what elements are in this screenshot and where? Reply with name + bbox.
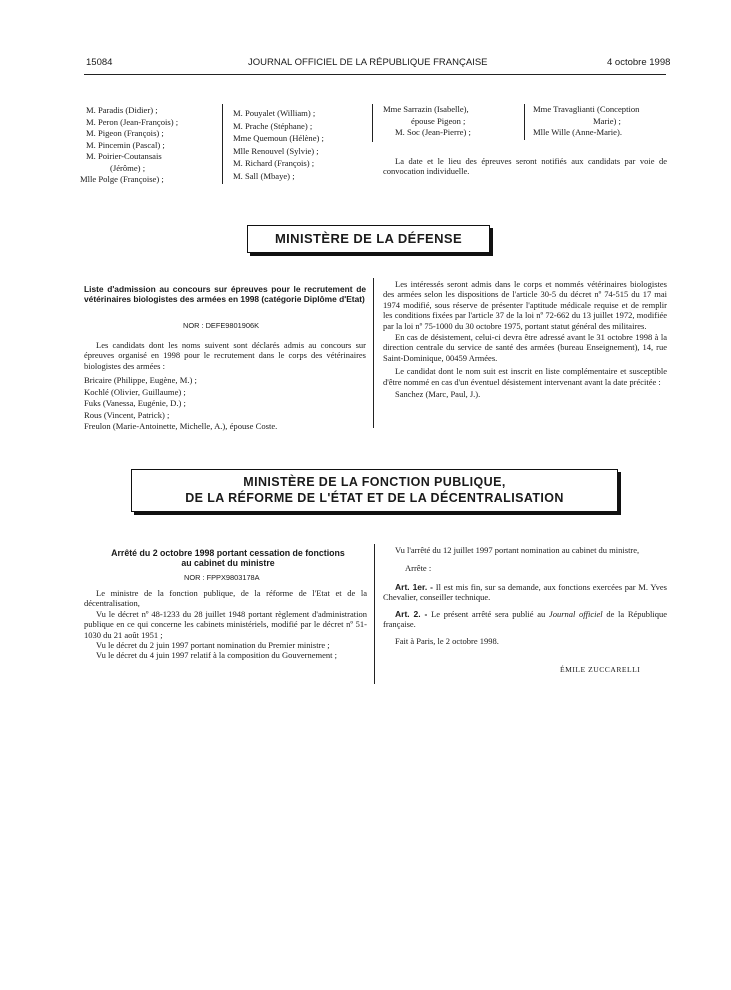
column-rule [374,544,375,684]
list-item: M. Paradis (Didier) ; [86,105,158,115]
list-item: M. Pincemin (Pascal) ; [86,139,165,150]
name-list-col3 [383,104,471,139]
done-at: Fait à Paris, le 2 octobre 1998. [395,636,499,647]
decree-title-defense: Liste d'admission au concours sur épreuves pour le recrutement de vétérinaires biologistes des armées en 1998 (catégorie Diplôme d'Etat) [84,284,366,304]
ministry-heading-line2: DE LA RÉFORME DE L'ÉTAT ET DE LA DÉCENTRALISATION [185,491,564,505]
list-item: Bricaire (Philippe, Eugène, M.) ; [84,375,197,385]
article-2-text-b: de la République française. [383,608,668,630]
list-item: M. Sall (Mbaye) ; [233,170,295,181]
journal-title: JOURNAL OFFICIEL DE LA RÉPUBLIQUE FRANÇAISE [248,57,488,68]
column-rule [372,104,373,142]
article-1 [383,582,667,603]
list-item: M. Pouyalet (William) ; [233,108,316,118]
header-rule [84,74,666,75]
signature: ÉMILE ZUCCARELLI [560,665,641,674]
decree-title-fonction: Arrêté du 2 octobre 1998 portant cessation de fonctions au cabinet du ministre [111,548,345,568]
list-item: Mme Travaglianti (Conception [533,104,640,114]
list-item: Rous (Vincent, Patrick) ; [84,409,170,420]
defense-right-text: Les intéressés seront admis dans le corps et nommés vétérinaires biologistes des armées selon les dispositions de l'article 30-5 du décret nº 74-515 du 17 mai 1974 modifié, sous réserve de présenter l'aptitude médicale requise et de remplir les conditions fixées par l'article 37 de la loi nº 72-662 du 13 juillet 1972, modifiée par la loi nº 75-1000 du 30 octobre 1975, portant statut général des militaires. En cas de désistement, celui-ci devra être adressé avant le 31 octobre 1998 à la direction centrale du service de santé des armées (bureau Enseignement), 14, rue Saint-Dominique, 00459 Armées. Le candidat dont le nom suit est inscrit en liste complémentaire et susceptible d'être nommé en cas d'un éventuel désistement intervenant avant la date précitée : Sanchez (Marc, Paul, J.). [383,279,667,400]
defense-intro: Les candidats dont les noms suivent sont déclarés admis au concours sur épreuves organisé en 1998 pour le recrutement dans le corps des vétérinaires biologistes des armées : [84,340,366,371]
list-item: Kochlé (Olivier, Guillaume) ; [84,386,186,397]
article-2-text-a: Le présent arrêté sera publié au [431,608,549,619]
ministry-heading-defense: MINISTÈRE DE LA DÉFENSE [247,225,490,253]
list-item: M. Soc (Jean-Pierre) ; [395,127,471,137]
list-item: Mme Quemoun (Hélène) ; [233,133,324,143]
arrete-label: Arrête : [405,563,432,574]
list-item: M. Poirier-Coutansais [86,151,162,161]
nor-reference: NOR : FPPX9803178A [184,573,260,582]
column-rule [373,278,374,428]
list-item: Freulon (Marie-Antoinette, Michelle, A.), épouse Coste. [84,421,278,431]
article-1-text: Il est mis fin, sur sa demande, aux fonctions exercées par M. Yves Chevalier, conseiller technique. [383,581,667,603]
ministry-heading-fonction-publique [131,469,618,512]
list-item: Mlle Polge (Françoise) ; [80,174,164,184]
fonction-left-text: Le ministre de la fonction publique, de la réforme de l'Etat et de la décentralisation, Vu le décret nº 48-1233 du 28 juillet 1948 portant règlement d'administration publique en ce qui concerne les cabinets ministériels, modifié par le décret nº 51-1030 du 21 août 1951 ; Vu le décret du 2 juin 1997 portant nomination du Premier ministre ; Vu le décret du 4 juin 1997 relatif à la composition du Gouvernement ; [84,588,367,661]
name-list-col1 [80,105,179,186]
column-rule [524,104,525,140]
list-item: Marie) ; [593,115,621,126]
list-item: Fuks (Vanessa, Eugénie, D.) ; [84,398,186,408]
article-2-label: Art. 2. - [395,608,428,619]
article-1-label: Art. 1er. - [395,581,434,592]
name-list-col2 [233,107,324,182]
list-item: épouse Pigeon ; [411,115,466,126]
nor-reference: NOR : DEFE9801906K [183,321,259,330]
ministry-heading-line1: MINISTÈRE DE LA FONCTION PUBLIQUE, [243,475,506,489]
column-rule [222,104,223,184]
issue-date: 4 octobre 1998 [607,57,671,68]
list-item: M. Prache (Stéphane) ; [233,120,313,131]
list-item: M. Richard (François) ; [233,158,315,168]
exam-notice: La date et le lieu des épreuves seront notifiés aux candidats par voie de convocation individuelle. [383,156,667,177]
name-list-col4 [533,104,639,139]
fonction-right-text: Vu l'arrêté du 12 juillet 1997 portant nomination au cabinet du ministre, Arrête : Art. 1er. - Il est mis fin, sur sa demande, aux fonctions exercées par M. Yves Chevalier, conseiller technique. Art. 2. - Le présent arrêté sera publié au Journal officiel de la République française. Fait à Paris, le 2 octobre 1998. [383,545,668,647]
article-2 [383,609,667,630]
list-item: (Jérôme) ; [110,162,146,173]
list-item: M. Peron (Jean-François) ; [86,116,179,127]
admitted-candidates [84,375,277,433]
journal-officiel-ref: Journal officiel [548,608,603,619]
page-number: 15084 [86,57,113,68]
list-item: Mlle Wille (Anne-Marie). [533,127,622,137]
list-item: Mme Sarrazin (Isabelle), [383,104,469,114]
list-item: M. Pigeon (François) ; [86,128,164,138]
list-item: Mlle Renouvel (Sylvie) ; [233,145,319,156]
